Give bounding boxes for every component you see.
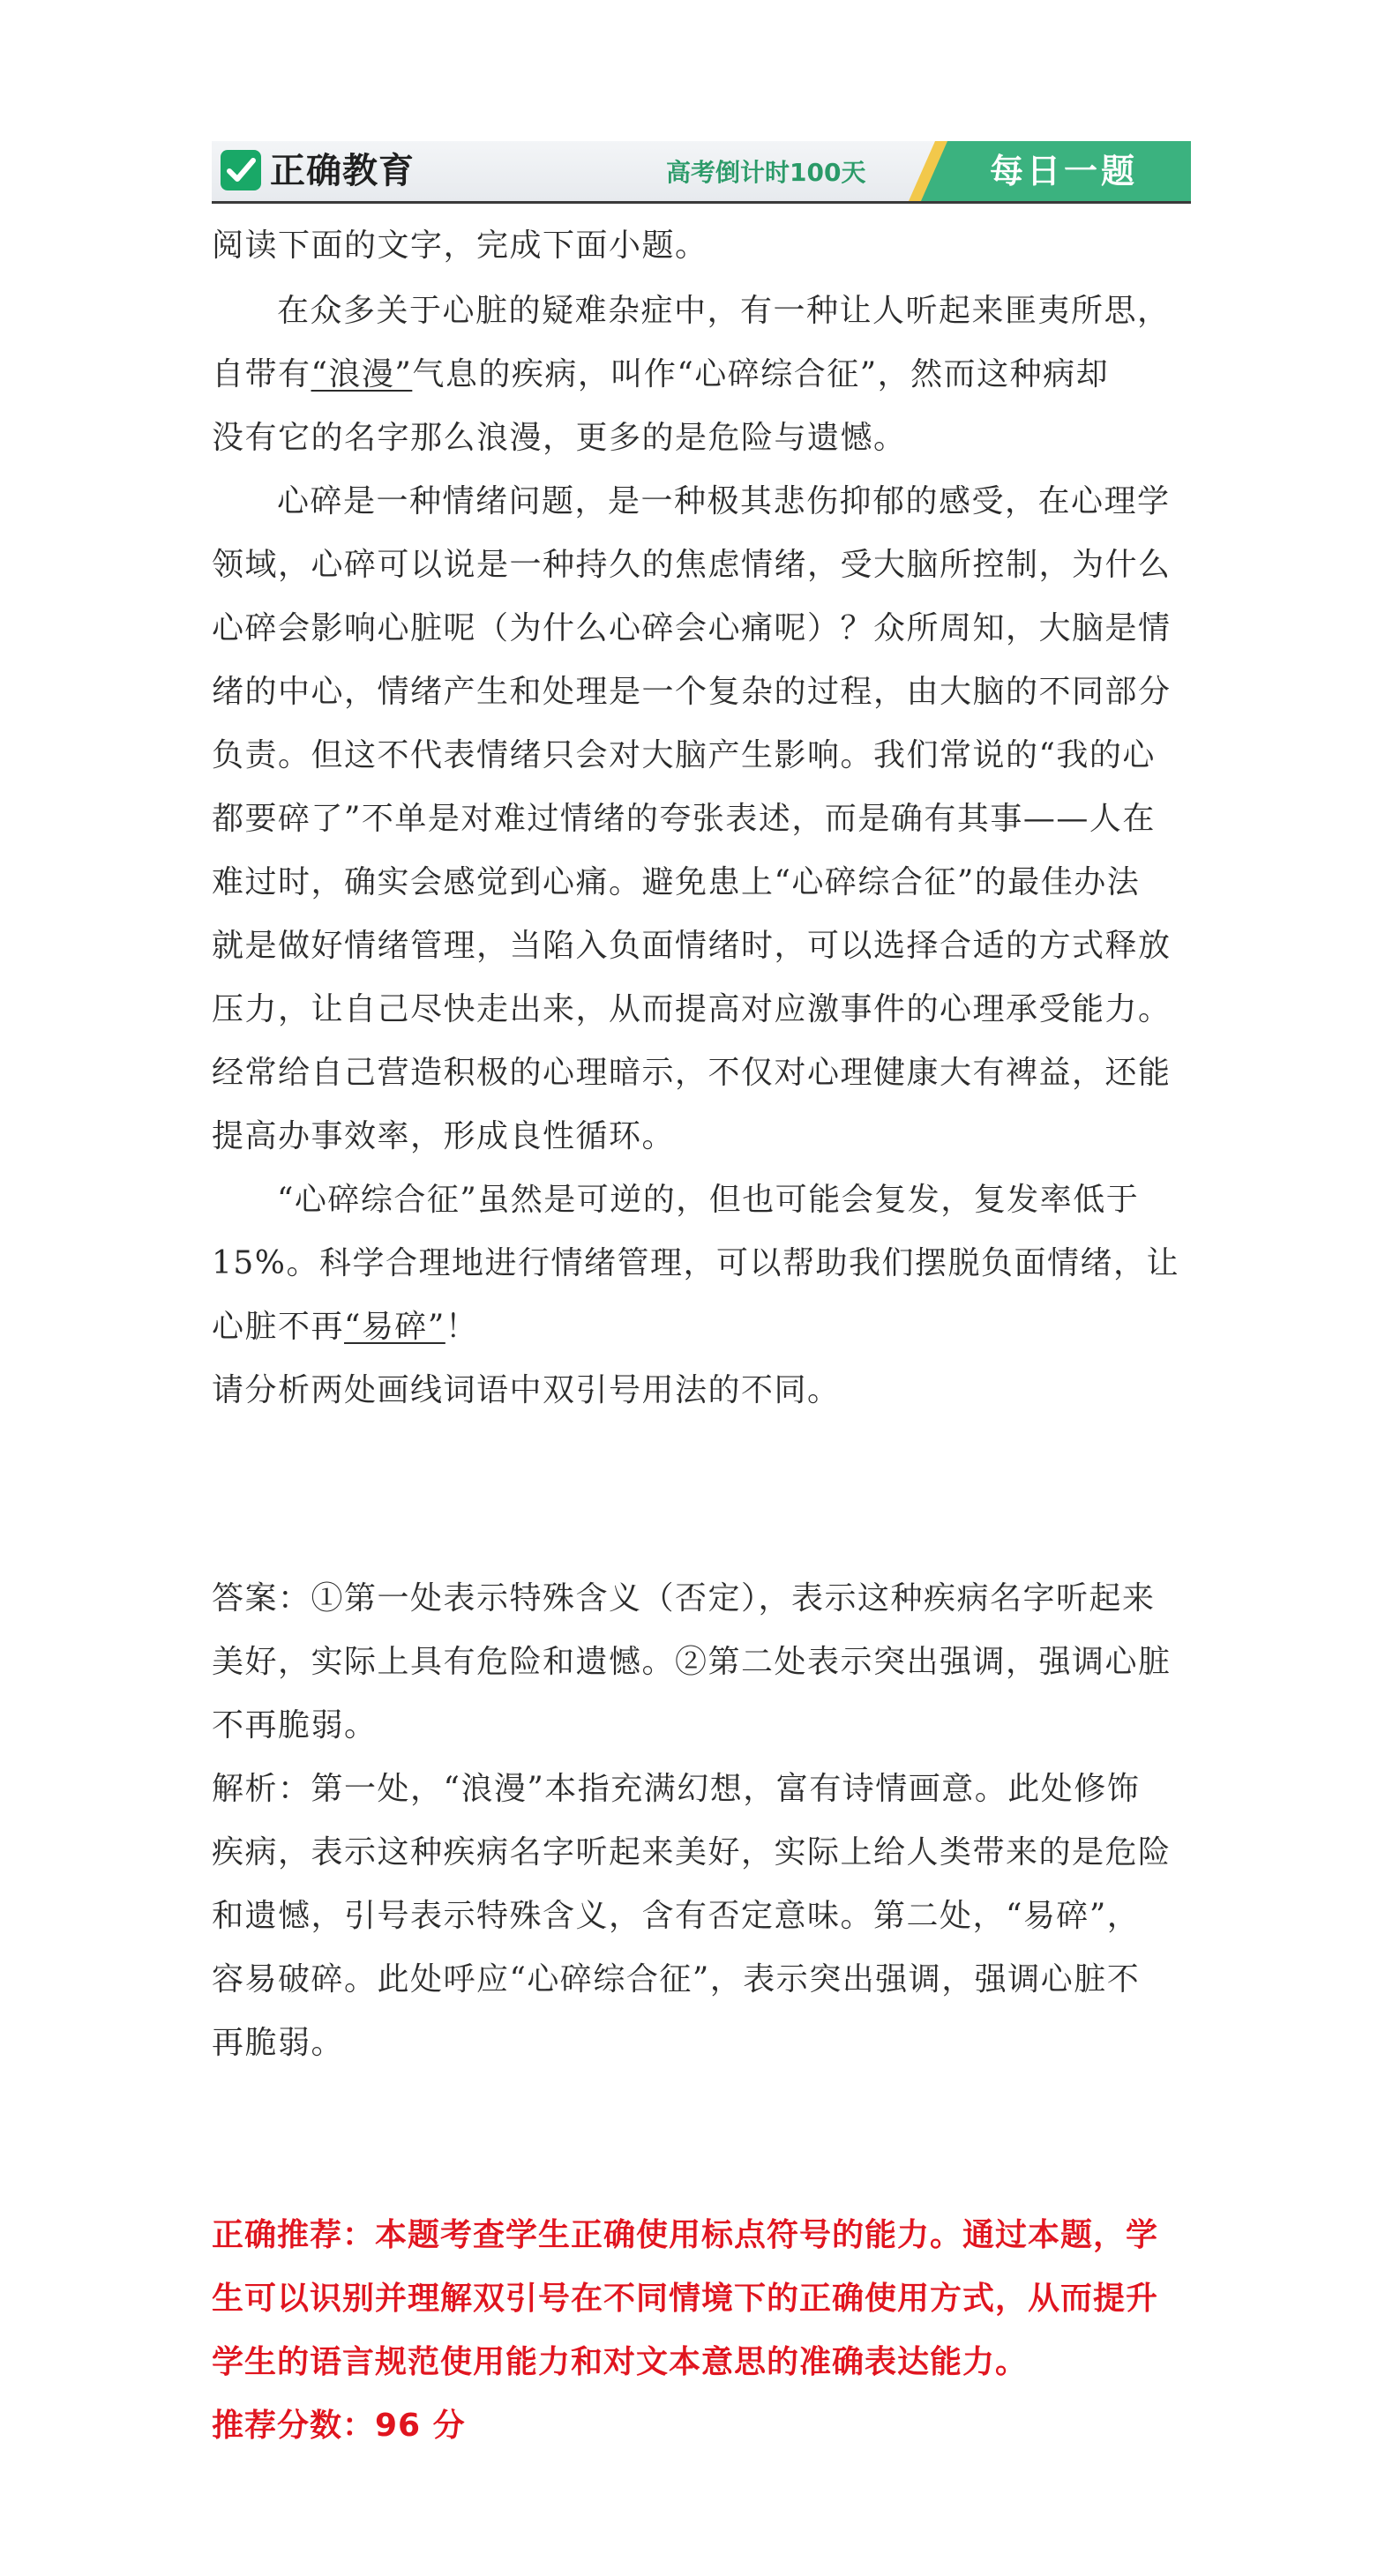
header-banner	[212, 141, 1191, 201]
recommend-score: 推荐分数：96 分	[212, 2408, 466, 2444]
underlined-term-romance: “浪漫”	[311, 356, 413, 392]
passage-text: ！	[445, 1309, 479, 1345]
instruction: 阅读下面的文字，完成下面小题。	[212, 228, 708, 264]
recommend-line: 学生的语言规范使用能力和对文本意思的准确表达能力。	[212, 2344, 1029, 2380]
daily-question-label: 每日一题	[990, 152, 1139, 190]
underlined-term-fragile: “易碎”	[344, 1309, 445, 1345]
passage-line: 都要碎了”不单是对难过情绪的夸张表述，而是确有其事——人在	[212, 801, 1156, 837]
passage-text: 自带有	[212, 356, 311, 392]
passage-line	[212, 355, 1191, 395]
passage-text: 气息的疾病，叫作“心碎综合征”，然而这种病却	[412, 356, 1110, 392]
analysis-line: 疾病，表示这种疾病名字听起来美好，实际上给人类带来的是危险	[212, 1834, 1172, 1870]
passage-line: 压力，让自己尽快走出来，从而提高对应激事件的心理承受能力。	[212, 991, 1172, 1027]
passage-line: 在众多关于心脏的疑难杂症中，有一种让人听起来匪夷所思，	[277, 293, 1171, 329]
countdown-label: 高考倒计时100天	[666, 158, 866, 187]
passage-line: 没有它的名字那么浪漫，更多的是危险与遗憾。	[212, 420, 907, 456]
check-icon	[221, 150, 261, 190]
passage-line: 绪的中心，情绪产生和处理是一个复杂的过程，由大脑的不同部分	[212, 674, 1172, 710]
question: 请分析两处画线词语中双引号用法的不同。	[212, 1372, 841, 1408]
recommend-line: 生可以识别并理解双引号在不同情境下的正确使用方式，从而提升	[212, 2281, 1159, 2317]
recommend-line: 正确推荐：本题考查学生正确使用标点符号的能力。通过本题，学	[212, 2217, 1159, 2253]
passage-line: 就是做好情绪管理，当陷入负面情绪时，可以选择合适的方式释放	[212, 928, 1172, 964]
passage-line: 领域，心碎可以说是一种持久的焦虑情绪，受大脑所控制，为什么	[212, 547, 1172, 583]
brand-logo-text: 正确教育	[270, 151, 415, 191]
passage-line: 15%。科学合理地进行情绪管理，可以帮助我们摆脱负面情绪，让	[212, 1245, 1180, 1281]
passage-line: 经常给自己营造积极的心理暗示，不仅对心理健康大有裨益，还能	[212, 1055, 1172, 1091]
analysis-line: 和遗憾，引号表示特殊含义，含有否定意味。第二处，“易碎”，	[212, 1898, 1141, 1934]
answer-line: 美好，实际上具有危险和遗憾。②第二处表示突出强调，强调心脏	[212, 1644, 1172, 1680]
passage-line: 提高办事效率，形成良性循环。	[212, 1118, 676, 1154]
passage-line: 心碎是一种情绪问题，是一种极其悲伤抑郁的感受，在心理学	[277, 483, 1171, 519]
passage-line: 难过时，确实会感觉到心痛。避免患上“心碎综合征”的最佳办法	[212, 864, 1141, 900]
answer-line: 不再脆弱。	[212, 1707, 378, 1743]
passage-line: “心碎综合征”虽然是可逆的，但也可能会复发，复发率低于	[277, 1182, 1140, 1218]
passage-line: 负责。但这不代表情绪只会对大脑产生影响。我们常说的“我的心	[212, 737, 1156, 773]
analysis-line: 容易破碎。此处呼应“心碎综合征”，表示突出强调，强调心脏不	[212, 1961, 1141, 1997]
analysis-line: 再脆弱。	[212, 2025, 345, 2061]
passage-line	[212, 1307, 1191, 1348]
answer-line: 答案：①第一处表示特殊含义（否定），表示这种疾病名字听起来	[212, 1580, 1156, 1617]
analysis-line: 解析：第一处，“浪漫”本指充满幻想，富有诗情画意。此处修饰	[212, 1771, 1141, 1807]
passage-line: 心碎会影响心脏呢（为什么心碎会心痛呢）？众所周知，大脑是情	[212, 610, 1172, 646]
passage-text: 心脏不再	[212, 1309, 345, 1345]
header-divider	[212, 201, 1191, 204]
